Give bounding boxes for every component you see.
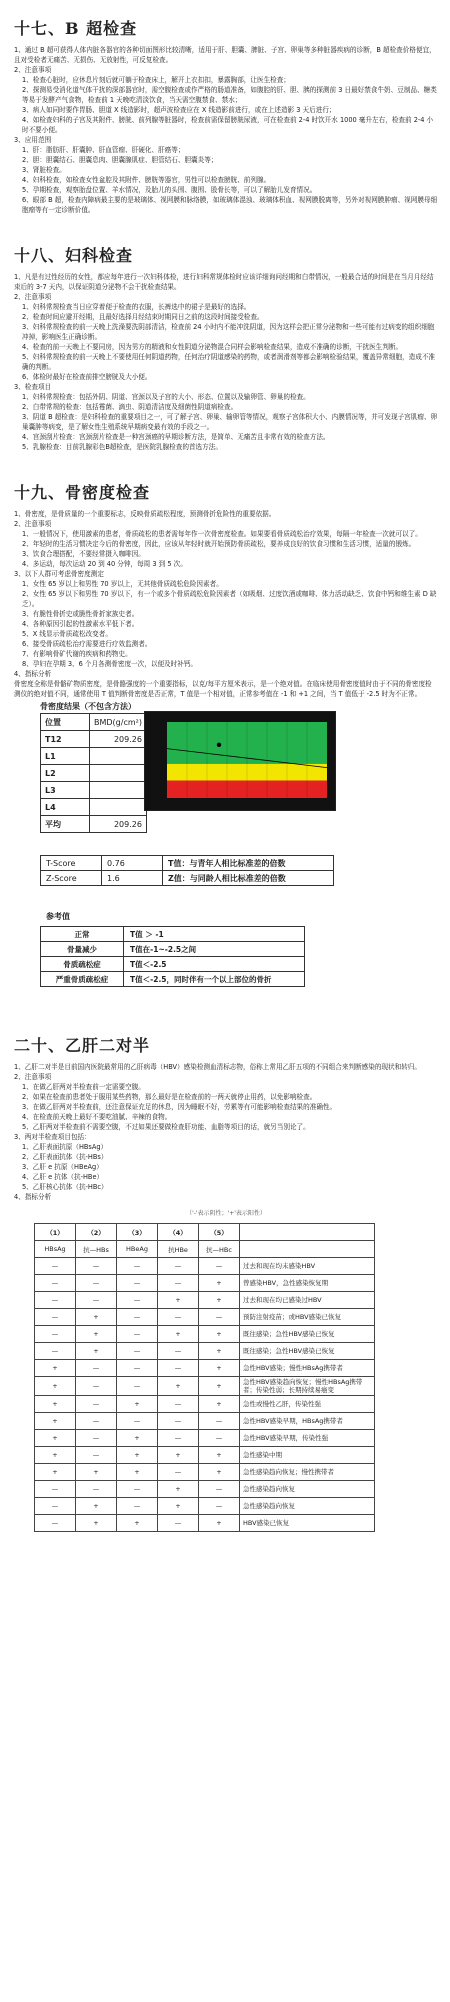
paragraph-line: 5、孕期检查，观察胎盘位置、羊水情况，及胎儿的头围、腹围、股骨长等，可以了解胎儿发育情况。: [22, 186, 317, 194]
reference-row: [41, 942, 305, 957]
hep-cell: —: [117, 1309, 158, 1326]
score-row: [41, 871, 334, 886]
hep-result: 急性感染趋向恢复: [240, 1481, 375, 1498]
paragraph-line: 5、X 线显示骨质疏松改变者。: [22, 630, 112, 638]
reference-desc: T值在-1~-2.5之间: [124, 942, 305, 957]
paragraph-line: 2、检查时间应避开经期，且最好选择月经结束时期同日之前的这段时间接受检查。: [22, 313, 264, 321]
hep-result: 急性感染趋向恢复；慢性携带者: [240, 1464, 375, 1481]
hep-cell: —: [117, 1258, 158, 1275]
hep-cell: —: [158, 1258, 199, 1275]
reference-key: 正常: [41, 927, 124, 942]
hep-cell: +: [76, 1515, 117, 1532]
bmd-value: 209.26: [90, 816, 147, 833]
hep-cell: —: [158, 1413, 199, 1430]
hep-cell: +: [199, 1326, 240, 1343]
paragraph-line: 5、妇科常规检查的前一天晚上不要使用任何阴道药物，任何治疗阴道感染的药物，或者润滑剂等都会影响检验结果，覆盖异常细胞，造成不准确的判断。: [22, 353, 436, 371]
paragraph-line: 1、凡是有过性经历的女性，都应每年进行一次妇科体检，进行妇科常规体检时应该详细询问经期和白带情况，一般最合适的时间是在当月月经结束后的 3-7 天内，以保证阴道分泌物不会干扰检查结果。: [14, 273, 434, 291]
score-row: [41, 856, 334, 871]
paragraph-line: 1、检查心脏时，应休息片刻后就可躺于检查床上，解开上衣扣扣，暴露胸部，让医生检查；: [22, 76, 290, 84]
bmd-row: [41, 816, 147, 833]
paragraph-line: 4、指标分析: [14, 670, 52, 678]
hep-cell: —: [76, 1413, 117, 1430]
chart-data-point: [217, 743, 221, 747]
paragraph-line: 8、孕妇在孕期 3、6 个月各测骨密度一次，以便及时补钙。: [22, 660, 198, 668]
hep-row: [35, 1360, 375, 1377]
section-17-body: [14, 45, 438, 215]
paragraph-line: 骨密度全称是骨骼矿物质密度，是骨骼强度的一个重要指标，以克/每平方厘米表示，是一个绝对值。在临床使用骨密度值时由于不同的骨密度检测仪的绝对值不同，通常使用 T 值判断骨密度是否正常，T 值是一个相对值，正常参考值在 -1 和 +1 之间，当 T 值低于 -2.5 时为不正常。: [14, 680, 432, 698]
hep-cell: +: [35, 1430, 76, 1447]
bmd-value: [90, 748, 147, 765]
hep-cell: +: [199, 1292, 240, 1309]
hep-cell: —: [76, 1430, 117, 1447]
bmd-row: [41, 731, 147, 748]
hep-cell: +: [199, 1343, 240, 1360]
bmd-title: 骨密度结果（不包含方法）: [40, 702, 136, 711]
hep-cell: —: [117, 1481, 158, 1498]
hep-cell: +: [35, 1360, 76, 1377]
hep-result: 急性HBV感染；慢性HBsAg携带者: [240, 1360, 375, 1377]
hep-cell: +: [35, 1413, 76, 1430]
hep-row: [35, 1309, 375, 1326]
bmd-value: [90, 799, 147, 816]
hep-cell: —: [199, 1258, 240, 1275]
paragraph-line: 5、乙肝核心抗体（抗-HBc）: [22, 1183, 108, 1191]
section-18-title: 十八、妇科检查: [14, 246, 134, 265]
hep-cell: —: [158, 1430, 199, 1447]
paragraph-line: 2、胆：胆囊结石、胆囊息肉、胆囊腺肌症、胆管结石、胆囊炎等；: [22, 156, 218, 164]
bmd-chart-svg: [145, 712, 335, 810]
reference-row: [41, 957, 305, 972]
reference-key: 严重骨质疏松症: [41, 972, 124, 987]
hep-result: 既往感染；急性HBV感染已恢复: [240, 1343, 375, 1360]
paragraph-line: 3、应用范围: [14, 136, 52, 144]
hep-result: 曾感染HBV，急性感染恢复期: [240, 1275, 375, 1292]
reference-desc: T值 ＞ -1: [124, 927, 305, 942]
hep-col-name: 抗—HBc: [199, 1241, 240, 1258]
paragraph-line: 2、乙肝表面抗体（抗-HBs）: [22, 1153, 108, 1161]
bmd-row: [41, 748, 147, 765]
score-label: T-Score: [41, 856, 102, 871]
hep-cell: —: [35, 1309, 76, 1326]
paragraph-line: 1、乙肝二对半是目前国内医院最常用的乙肝病毒（HBV）感染检测血清标志物，俗称上常用乙肝五项的不同组合来判断感染的现状和转归。: [14, 1063, 422, 1071]
reference-desc: T值＜-2.5: [124, 957, 305, 972]
paragraph-line: 1、妇科常规检查：包括外阴、阴道、宫颈以及子宫的大小、形态、位置以及输卵管、卵巢的检查。: [22, 393, 310, 401]
hep-cell: —: [117, 1377, 158, 1396]
hep-col-blank: [240, 1241, 375, 1258]
hep-cell: —: [158, 1360, 199, 1377]
paragraph-line: 1、肝：脂肪肝、肝囊肿、肝血管瘤、肝硬化、肝癌等；: [22, 146, 185, 154]
paragraph-line: 2、年轻时的生活习惯决定今后的骨密度，因此，应该从年轻时就开始预防骨质疏松，要养成良好的饮食习惯和生活习惯，适量的锻炼。: [22, 540, 416, 548]
hep-cell: +: [158, 1498, 199, 1515]
hep-cell: —: [117, 1292, 158, 1309]
paragraph-line: 2、注意事项: [14, 66, 52, 74]
reference-title: 参考值: [46, 912, 70, 921]
hep-cell: —: [158, 1309, 199, 1326]
hep-cell: —: [199, 1481, 240, 1498]
paragraph-line: 2、白带常规的检查：包括霉菌、滴虫、阴道清洁度及细菌性阴道病检查。: [22, 403, 238, 411]
hep-row: [35, 1464, 375, 1481]
section-19-title: 十九、骨密度检查: [14, 483, 151, 502]
hep-cell: —: [35, 1258, 76, 1275]
hep-cell: —: [76, 1447, 117, 1464]
paragraph-line: 1、女性 65 岁以上和男性 70 岁以上，无其他骨质疏松危险因素者。: [22, 580, 223, 588]
hep-cell: —: [117, 1498, 158, 1515]
paragraph-line: 2、女性 65 岁以下和男性 70 岁以下，有一个或多个骨质疏松危险因素者（如吸烟、过度饮酒或咖啡、体力活动缺乏、饮食中钙和维生素 D 缺乏）。: [22, 590, 437, 608]
bmd-chart: [144, 711, 336, 811]
hep-row: [35, 1447, 375, 1464]
paragraph-line: 3、饮食合理搭配，不要经常摄入咖啡因。: [22, 550, 145, 558]
reference-key: 骨量减少: [41, 942, 124, 957]
paragraph-line: 1、妇科常规检查当日应穿着便于检查的衣服，长裤选中的裙子是最好的选择。: [22, 303, 251, 311]
bmd-location: L2: [41, 765, 90, 782]
paragraph-line: 2、探测易受消化道气体干扰的深部器官时，需空腹检查或作严格的肠道准备，如腹腔的肝、胆、胰的探测前 3 日最好禁食牛奶、豆制品、糖类等易于发酵产气食物，检查前 1 天晚吃清淡饮食，当天需空腹禁食、禁水；: [22, 86, 437, 104]
paragraph-line: 4、宫颈刮片检查：宫颈刮片检查是一种宫颈癌的早期诊断方法，是简单、无痛苦且非常有效的检查方法。: [22, 433, 330, 441]
paragraph-line: 4、指标分析: [14, 1193, 52, 1201]
paragraph-line: 3、阴道 B 超检查：是妇科检查的重要项目之一，可了解子宫、卵巢、输卵管等情况，观察子宫体积大小、内膜情况等，并可发现子宫肌瘤、卵巢囊肿等病变，是了解女性生殖系统早期病变最有效的手段之一。: [22, 413, 438, 431]
hep-cell: +: [158, 1481, 199, 1498]
score-label: Z-Score: [41, 871, 102, 886]
paragraph-line: 3、妇科常规检查的前一天晚上洗澡要洗阴部清洁，检查前 24 小时内不能冲洗阴道，因为这样会把正常分泌物和一些可能有过病变的组织细胞冲掉，影响医生正确诊断。: [22, 323, 435, 341]
paragraph-line: 4、多运动，每次运动 20 到 40 分钟，每周 3 到 5 次。: [22, 560, 187, 568]
hep-row: [35, 1377, 375, 1396]
hep-result: 急性感染趋向恢复: [240, 1498, 375, 1515]
hep-cell: —: [117, 1413, 158, 1430]
hep-cell: +: [117, 1464, 158, 1481]
paragraph-line: 5、乙肝两对半检查前不需要空腹，不过如果还要做检查肝功能、血脂等项目的话，就另当别论了。: [22, 1123, 310, 1131]
bmd-location: L4: [41, 799, 90, 816]
paragraph-line: 2、注意事项: [14, 520, 52, 528]
hep-col-name: HBsAg: [35, 1241, 76, 1258]
section-20-body: [14, 1062, 438, 1202]
score-desc: Z值：与同龄人相比标准差的倍数: [163, 871, 334, 886]
reference-row: [41, 927, 305, 942]
hep-result: 既往感染；急性HBV感染已恢复: [240, 1326, 375, 1343]
bmd-value: [90, 765, 147, 782]
hep-cell: +: [76, 1464, 117, 1481]
paragraph-line: 3、检查项目: [14, 383, 52, 391]
paragraph-line: 6、体检时最好在检查前排空膀胱及大小便。: [22, 373, 152, 381]
hep-name-row: [35, 1241, 375, 1258]
hep-cell: —: [199, 1309, 240, 1326]
hep-col-name: 抗—HBs: [76, 1241, 117, 1258]
hep-row: [35, 1258, 375, 1275]
hep-cell: +: [199, 1515, 240, 1532]
paragraph-line: 1、在做乙肝两对半检查前一定需要空腹。: [22, 1083, 145, 1091]
bmd-row: [41, 782, 147, 799]
bmd-row: [41, 765, 147, 782]
hep-row: [35, 1430, 375, 1447]
paragraph-line: 3、以下人群可考虑骨密度测定: [14, 570, 104, 578]
score-value: 1.6: [102, 871, 163, 886]
hep-cell: —: [199, 1413, 240, 1430]
hep-col-num: （3）: [117, 1224, 158, 1241]
hep-result: 急性HBV感染早期，HBsAg携带者: [240, 1413, 375, 1430]
paragraph-line: 7、有影响骨矿代谢的疾病和药物史。: [22, 650, 132, 658]
hep-cell: +: [199, 1360, 240, 1377]
hep-col-num: （4）: [158, 1224, 199, 1241]
hep-result: 过去和现在均未感染HBV: [240, 1258, 375, 1275]
hep-cell: —: [35, 1498, 76, 1515]
hep-result: 过去和现在均已感染过HBV: [240, 1292, 375, 1309]
paragraph-line: 3、有脆性骨折史或脆性骨折家族史者。: [22, 610, 139, 618]
hep-cell: —: [35, 1326, 76, 1343]
paragraph-line: 6、眼部 B 超，检查内障病最主要的是玻璃体、视网膜和脉络膜，如玻璃体混浊、玻璃体积血、视网膜脱离等，另外对视网膜肿瘤、视网膜母细胞瘤等有一定诊断价值。: [22, 196, 438, 214]
bmd-location: 平均: [41, 816, 90, 833]
bmd-table: [40, 713, 147, 833]
hep-cell: —: [158, 1343, 199, 1360]
paragraph-line: 1、通过 B 超可获得人体内脏各器官的各种切面图形比较清晰，适用于肝、胆囊、脾脏、子宫、卵巢等多种脏器疾病的诊断，B 超检查价格便宜，且对受检者无痛苦、无损伤、无放射性，可反复检查。: [14, 46, 436, 64]
hep-cell: +: [199, 1275, 240, 1292]
hep-col-num: （1）: [35, 1224, 76, 1241]
paragraph-line: 6、接受骨质疏松治疗需要进行疗效监测者。: [22, 640, 152, 648]
reference-desc: T值＜-2.5，同时伴有一个以上部位的骨折: [124, 972, 305, 987]
paragraph-line: 2、注意事项: [14, 293, 52, 301]
score-desc: T值：与青年人相比标准差的倍数: [163, 856, 334, 871]
paragraph-line: 4、检查的前一天晚上不要同房，因为男方的精液和女性阴道分泌物混合同样会影响检查结果，造成不准确的诊断，干扰医生判断。: [22, 343, 403, 351]
hep-col-num: （2）: [76, 1224, 117, 1241]
hep-cell: +: [35, 1464, 76, 1481]
reference-row: [41, 972, 305, 987]
paragraph-line: 3、两对半检查项目包括：: [14, 1133, 91, 1141]
hep-table-note: （'-'表示阴性；'+'表示阳性）: [186, 1210, 266, 1217]
section-18-body: [14, 272, 438, 452]
hep-result: 急性HBV感染趋向恢复；慢性HBsAg携带者；传染性弱；长期持续易癌变: [240, 1377, 375, 1396]
hep-row: [35, 1275, 375, 1292]
score-value: 0.76: [102, 856, 163, 871]
paragraph-line: 1、骨密度，是骨质量的一个重要标志，反映骨质疏松程度，预测骨折危险性的重要依据。: [14, 510, 276, 518]
hep-result: 急性HBV感染早期，传染性强: [240, 1430, 375, 1447]
hep-row: [35, 1326, 375, 1343]
section-17-title: 十七、B 超检查: [14, 19, 138, 38]
hep-row: [35, 1292, 375, 1309]
hep-cell: +: [158, 1292, 199, 1309]
hep-cell: +: [158, 1447, 199, 1464]
bmd-header-row: [41, 714, 147, 731]
bmd-location: L3: [41, 782, 90, 799]
hep-row: [35, 1343, 375, 1360]
paragraph-line: 4、在检查前天晚上最好不要吃油腻、辛辣的食物。: [22, 1113, 172, 1121]
bmd-head-value: BMD(g/cm²): [90, 714, 147, 731]
hep-row: [35, 1498, 375, 1515]
hep-cell: +: [117, 1430, 158, 1447]
hep-cell: +: [117, 1447, 158, 1464]
hep-cell: +: [35, 1447, 76, 1464]
paragraph-line: 2、如果在检查前患者处于服用某些药物，那么最好是在检查前的一两天就停止用药，以免影响检查。: [22, 1093, 317, 1101]
bmd-value: 209.26: [90, 731, 147, 748]
hep-cell: —: [117, 1343, 158, 1360]
hep-cell: +: [199, 1447, 240, 1464]
paragraph-line: 3、病人如同时要作胃肠、胆道 X 线造影时，超声波检查应在 X 线造影前进行，或在上述造影 3 天后进行；: [22, 106, 336, 114]
hep-cell: +: [117, 1396, 158, 1413]
paragraph-line: 4、乙肝 e 抗体（抗-HBe）: [22, 1173, 104, 1181]
hep-cell: +: [35, 1377, 76, 1396]
hep-result: 预防注射疫苗；或HBV感染已恢复: [240, 1309, 375, 1326]
hep-col-name: HBeAg: [117, 1241, 158, 1258]
hep-cell: —: [76, 1481, 117, 1498]
hep-cell: —: [76, 1275, 117, 1292]
hep-cell: —: [35, 1292, 76, 1309]
hep-cell: —: [117, 1275, 158, 1292]
hep-row: [35, 1481, 375, 1498]
hep-cell: +: [199, 1464, 240, 1481]
hep-row: [35, 1515, 375, 1532]
paragraph-line: 1、乙肝表面抗原（HBsAg）: [22, 1143, 108, 1151]
bmd-head-location: 位置: [41, 714, 90, 731]
paragraph-line: 3、在做乙肝两对半检查前，还注意保证充足的休息，因为睡眠不好，劳累等有可能影响检查结果的准确性。: [22, 1103, 337, 1111]
hep-cell: +: [76, 1309, 117, 1326]
paragraph-line: 4、妇科检查，如检查女性盆腔及其附件、膀胱等器官，男性可以检查膀胱、前列腺。: [22, 176, 271, 184]
hep-cell: —: [158, 1275, 199, 1292]
paragraph-line: 2、注意事项: [14, 1073, 52, 1081]
hep-cell: +: [76, 1326, 117, 1343]
bmd-row: [41, 799, 147, 816]
hep-cell: —: [117, 1360, 158, 1377]
hep-cell: —: [76, 1396, 117, 1413]
hep-cell: +: [199, 1396, 240, 1413]
score-table: [40, 855, 334, 886]
hep-result: 急性感染中期: [240, 1447, 375, 1464]
bmd-location: L1: [41, 748, 90, 765]
paragraph-line: 1、一般情况下，使用激素的患者，骨质疏松的患者需每年作一次骨密度检查。如果要看骨质疏松治疗效果，每隔一年检查一次就可以了。: [22, 530, 422, 538]
hep-cell: —: [199, 1498, 240, 1515]
section-19-body: [14, 509, 438, 699]
paragraph-line: 4、如检查妇科的子宫及其附件、膀胱、前列腺等脏器时，检查前需保留膀胱尿液，可在检查前 2-4 时饮开水 1000 毫升左右，检查前 2-4 小时不要小便。: [22, 116, 434, 134]
hep-cell: +: [158, 1377, 199, 1396]
hep-cell: —: [76, 1292, 117, 1309]
hep-cell: —: [158, 1515, 199, 1532]
bmd-location: T12: [41, 731, 90, 748]
hepatitis-b-table: [34, 1223, 375, 1532]
hep-cell: —: [76, 1360, 117, 1377]
hep-col-blank: [240, 1224, 375, 1241]
hep-result: HBV感染已恢复: [240, 1515, 375, 1532]
hep-cell: +: [117, 1515, 158, 1532]
hep-cell: —: [158, 1464, 199, 1481]
reference-table: [40, 926, 305, 987]
hep-cell: +: [76, 1343, 117, 1360]
hep-cell: +: [76, 1498, 117, 1515]
hep-cell: —: [35, 1481, 76, 1498]
hep-cell: —: [35, 1515, 76, 1532]
paragraph-line: 3、肾脏检查。: [22, 166, 66, 174]
hep-cell: —: [35, 1343, 76, 1360]
hep-col-num: （5）: [199, 1224, 240, 1241]
hep-cell: —: [76, 1258, 117, 1275]
reference-key: 骨质疏松症: [41, 957, 124, 972]
paragraph-line: 3、乙肝 e 抗原（HBeAg）: [22, 1163, 103, 1171]
hep-cell: +: [199, 1377, 240, 1396]
section-20-title: 二十、乙肝二对半: [14, 1036, 151, 1055]
bmd-value: [90, 782, 147, 799]
paragraph-line: 5、乳腺检查：目前乳腺彩色B超检查，是医院乳腺检查的首选方法。: [22, 443, 222, 451]
paragraph-line: 4、各种原因引起的性激素水平低下者。: [22, 620, 139, 628]
hep-row: [35, 1413, 375, 1430]
hep-cell: —: [35, 1275, 76, 1292]
hep-row: [35, 1396, 375, 1413]
hep-cell: —: [199, 1430, 240, 1447]
hep-cell: —: [117, 1326, 158, 1343]
hep-cell: —: [158, 1396, 199, 1413]
hep-number-row: [35, 1224, 375, 1241]
hep-result: 急性或慢性乙肝，传染性强: [240, 1396, 375, 1413]
bmd-report: [14, 701, 438, 911]
hep-col-name: 抗HBe: [158, 1241, 199, 1258]
hep-cell: +: [158, 1326, 199, 1343]
hep-cell: —: [76, 1377, 117, 1396]
hep-cell: +: [35, 1396, 76, 1413]
